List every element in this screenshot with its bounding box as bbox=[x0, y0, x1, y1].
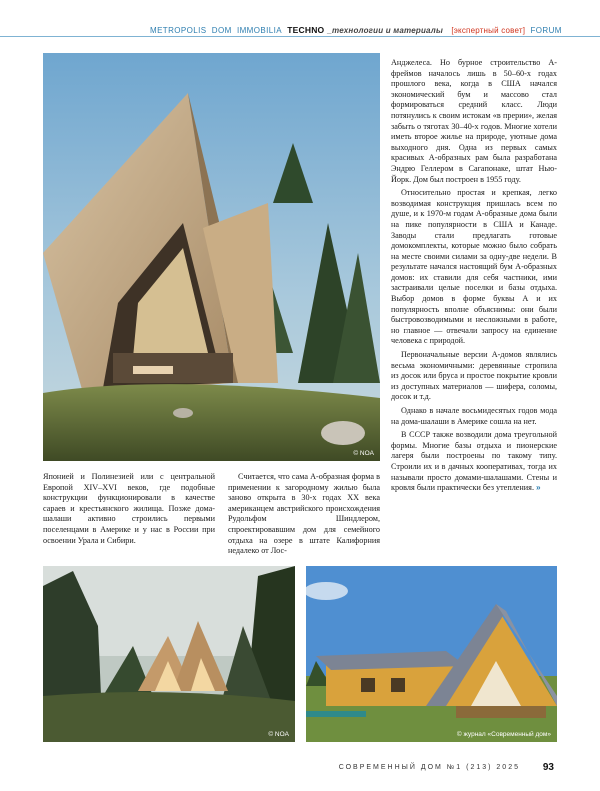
text-column-1 bbox=[43, 472, 215, 549]
paragraph: Однако в начале восьмидесятых годов мода на дома-шалаши в Америке сошла на нет. bbox=[391, 406, 557, 426]
header-techno-subtitle: _технологии и материалы bbox=[327, 26, 444, 35]
page-footer bbox=[0, 762, 600, 776]
paragraph: Японией и Полинезией или с центральной Европой XIV–XVI веков, где подобные конструкции функционировали в качестве сараев и крестьянского жилища. Позже дома-шалаши активно строились первыми поселенцами в Америке и у нас в России при освоении Урала и Сибири. bbox=[43, 472, 215, 545]
photo-credit: © журнал «Современный дом» bbox=[456, 731, 551, 738]
main-photo-illustration bbox=[43, 53, 380, 461]
header-section-techno[interactable]: TECHNO _технологии и материалы bbox=[287, 25, 444, 35]
photo-illustration bbox=[306, 566, 557, 742]
magazine-issue: СОВРЕМЕННЫЙ ДОМ №1 (213) 2025 bbox=[338, 764, 520, 771]
text-column-2 bbox=[228, 472, 380, 560]
photo-illustration bbox=[43, 566, 295, 742]
header-divider bbox=[0, 36, 600, 37]
photo-credit: © NOA bbox=[353, 450, 374, 457]
paragraph: Анджелеса. Но бурное строительство А-фреймов началось лишь в 50–60-х годах прошлого века, когда в США начался экономический бум и массово стал формироваться средний класс. Люди потянулись к своим истокам «в прерии», желая забыть о тяготах 30–40-х годов. Многие хотели иметь второе жилье на природе, уютные дома выходного дня. Одна из первых самых красивых А-образных рам была разработана Эндрю Геллером в Сагапонаке, штат Нью-Йорк. Дом был построен в 1955 году. bbox=[391, 58, 557, 184]
paragraph: В СССР также возводили дома треугольной формы. Многие базы отдыха и пионерские лагеря были построены по такому типу. Строили их и в дачных кооперативах, тогда их называли просто домами-шалашами. Стены и кровля были практически без утепления. » bbox=[391, 430, 557, 493]
header-section-metropolis[interactable]: METROPOLIS bbox=[150, 26, 207, 35]
photo-a-frame-wooden-house bbox=[306, 566, 557, 742]
header-section-dom[interactable]: DOM bbox=[211, 26, 232, 35]
paragraph: Первоначальные версии А-домов являлись весьма экономичными: деревянные стропила из досок или бруса и простое покрытие кровли из доступных материалов — шифера, соломы, досок и т.д. bbox=[391, 350, 557, 402]
text-column-3 bbox=[391, 58, 557, 497]
main-photo-a-frame-house bbox=[43, 53, 380, 461]
paragraph: Считается, что сама А-образная форма в применении к загородному жилью была заново открыта в 30-х годах XX века американцем австрийского происхождения Рудольфом Шиндлером, спроектировавшим дом для семейного отдыха на озере в штате Калифорния недалеко от Лос- bbox=[228, 472, 380, 556]
paragraph: Относительно простая и крепкая, легко возводимая конструкция пришлась всем по душе, и к 1970-м годам А-образные дома были на пике популярности в США и Канаде. Заводы стали предлагать готовые домокомплекты, которые можно было собрать на месте своими силами за одну-две недели. В результате начался настоящий бум А-образных домов: их ставили для себя частники, ими застраивали целые поселки и базы отдыха. Выбор домов в форме буквы А и их популярность вполне объяснимы: они были быстровозводимыми и несложными в работе, но главное — отвечали запросу на единение человека с природой. bbox=[391, 188, 557, 346]
header-section-immobilia[interactable]: IMMOBILIA bbox=[236, 26, 282, 35]
photo-a-frame-cabins-forest bbox=[43, 566, 295, 742]
header-section-forum[interactable]: FORUM bbox=[530, 26, 562, 35]
page-number: 93 bbox=[542, 762, 554, 773]
continue-arrow-icon[interactable]: » bbox=[536, 483, 541, 493]
header-expert-council[interactable]: [экспертный совет] bbox=[451, 26, 526, 35]
photo-credit: © NOA bbox=[268, 731, 289, 738]
